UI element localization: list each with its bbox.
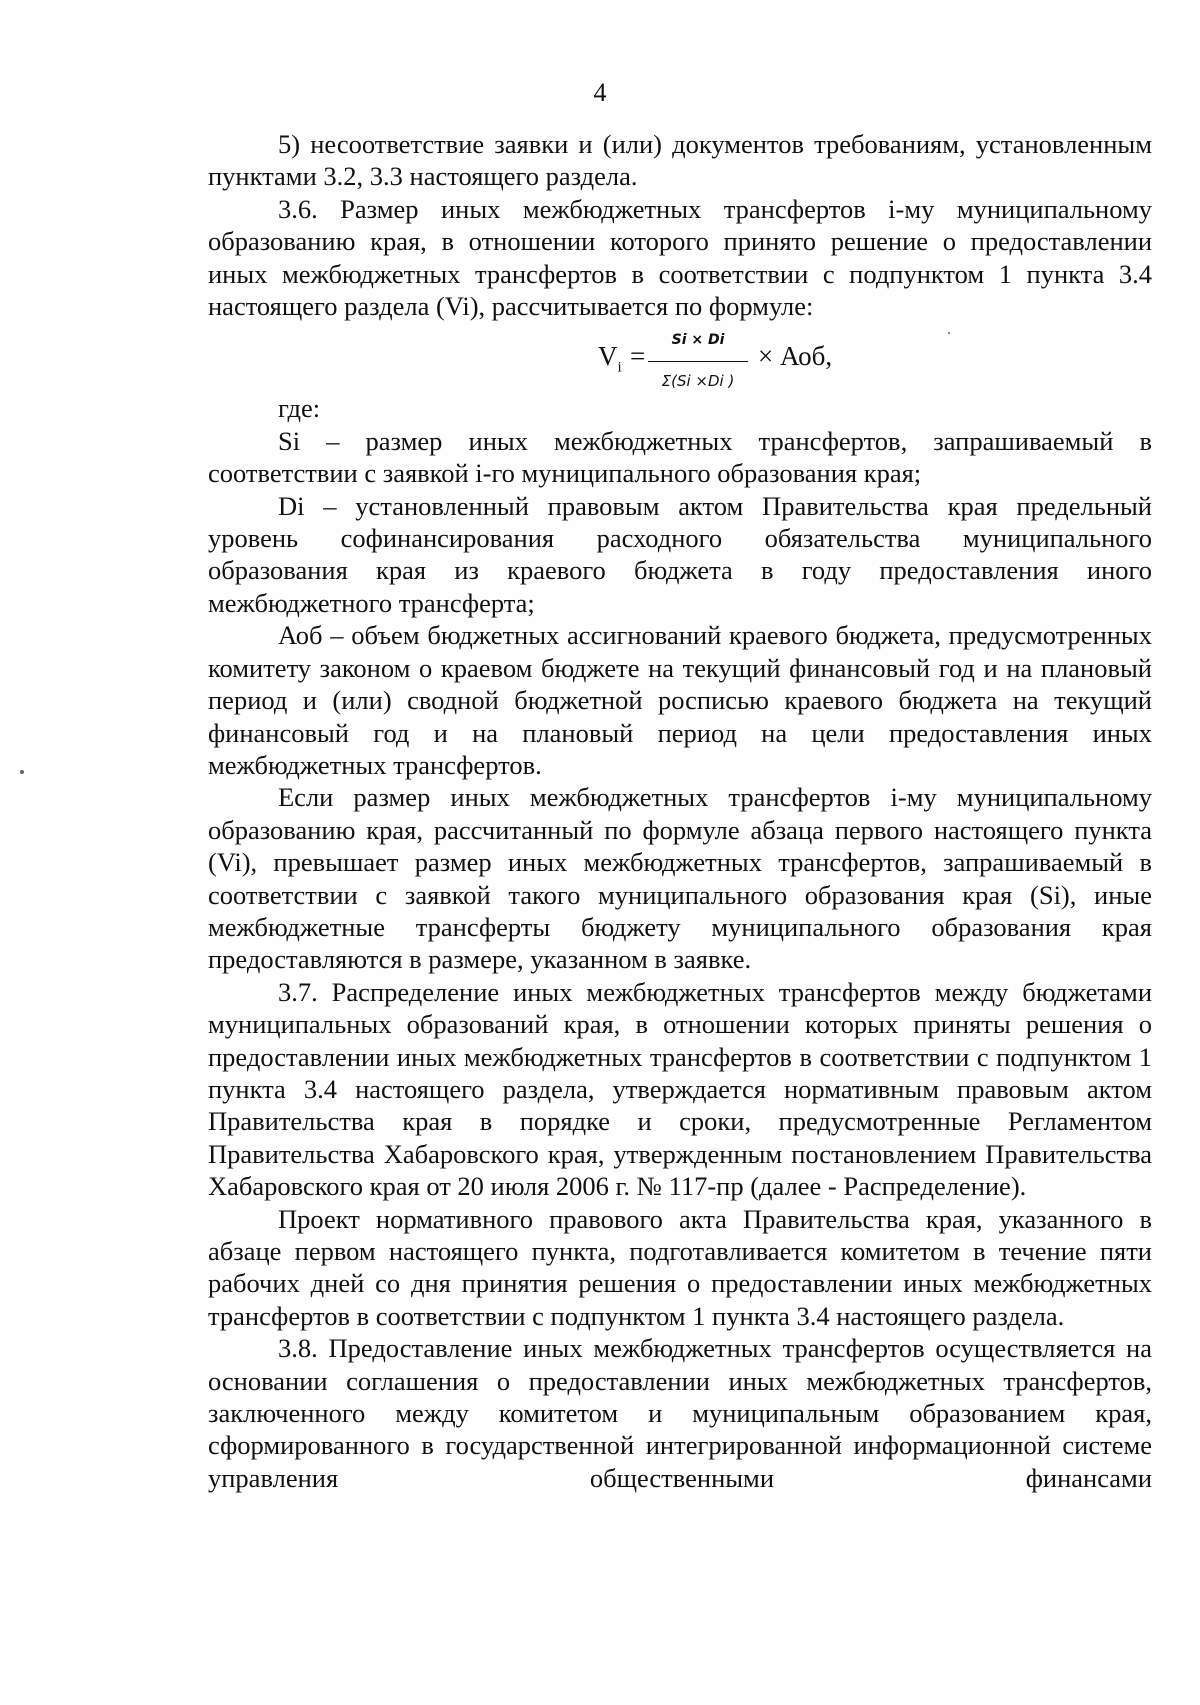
definition-si: Si – размер иных межбюджетных трансфертов, запрашиваемый в соответствии с заявкой i-го муниципального образования края; [208, 425, 1152, 489]
formula-denominator: Σ(Si ×Di ) [661, 371, 735, 390]
definition-di: Di – установленный правовым актом Правительства края предельный уровень софинансирования расходного обязательства муниципального образования края из краевого бюджета в году предоставления иного межбюджетного трансферта; [208, 490, 1152, 618]
paragraph-project: Проект нормативного правового акта Правительства края, указанного в абзаце первом настоящего пункта, подготавливается комитетом в течение пяти рабочих дней со дня принятия решения о предоставлении иных межбюджетных трансфертов в соответствии с подпунктом 1 пункта 3.4 настоящего раздела. [208, 1203, 1152, 1331]
definition-aob: Аоб – объем бюджетных ассигнований краевого бюджета, предусмотренных комитету законом о краевом бюджете на текущий финансовый год и на плановый период и (или) сводной бюджетной росписью краевого бюджета на текущий финансовый год и на плановый период на цели предоставления иных межбюджетных трансфертов. [208, 620, 1152, 780]
scan-speck [948, 332, 950, 334]
formula-equals: = [630, 341, 646, 372]
document-body [208, 128, 1152, 1494]
formula-fraction [648, 324, 748, 397]
paragraph-3-6: 3.6. Размер иных межбюджетных трансфертов i-му муниципальному образованию края, в отношении которого принято решение о предоставлении иных межбюджетных трансфертов в соответствии с подпунктом 1 пункта 3.4 настоящего раздела (Vi), рассчитывается по формуле: [208, 193, 1152, 322]
formula-numerator: Si × Di [648, 324, 748, 361]
paragraph-if-size: Если размер иных межбюджетных трансфертов i-му муниципальному образованию края, рассчитанный по формуле абзаца первого настоящего пункта (Vi), превышает размер иных межбюджетных трансфертов, запрашиваемый в соответствии с заявкой такого муниципального образования края (Si), иные межбюджетные трансферты бюджету муниципального образования края предоставляются в размере, указанном в заявке. [208, 782, 1152, 975]
formula [208, 322, 1152, 392]
paragraph-3-7: 3.7. Распределение иных межбюджетных трансфертов между бюджетами муниципальных образований края, в отношении которых приняты решения о предоставлении иных межбюджетных трансфертов в соответствии с подпунктом 1 пункта 3.4 настоящего раздела, утверждается нормативным правовым актом Правительства края в порядке и сроки, предусмотренные Регламентом Правительства Хабаровского края, утвержденным постановлением Правительства Хабаровского края от 20 июля 2006 г. № 117-пр (далее - Распределение). [208, 976, 1152, 1202]
formula-lhs: $V_i$ [598, 341, 622, 376]
scan-speck [20, 770, 24, 774]
paragraph-3-8: 3.8. Предоставление иных межбюджетных трансфертов осуществляется на основании соглашения о предоставлении иных межбюджетных трансфертов, заключенного между комитетом и муниципальным образованием края, сформированного в государственной интегрированной информационной системе управления общественными финансами [208, 1333, 1152, 1493]
formula-multiplier: × Аоб, [758, 341, 833, 372]
paragraph-item-5: 5) несоответствие заявки и (или) документов требованиям, установленным пунктами 3.2, 3.3 настоящего раздела. [208, 129, 1152, 192]
page-number: 4 [593, 78, 607, 107]
where-label: где: [278, 393, 321, 424]
